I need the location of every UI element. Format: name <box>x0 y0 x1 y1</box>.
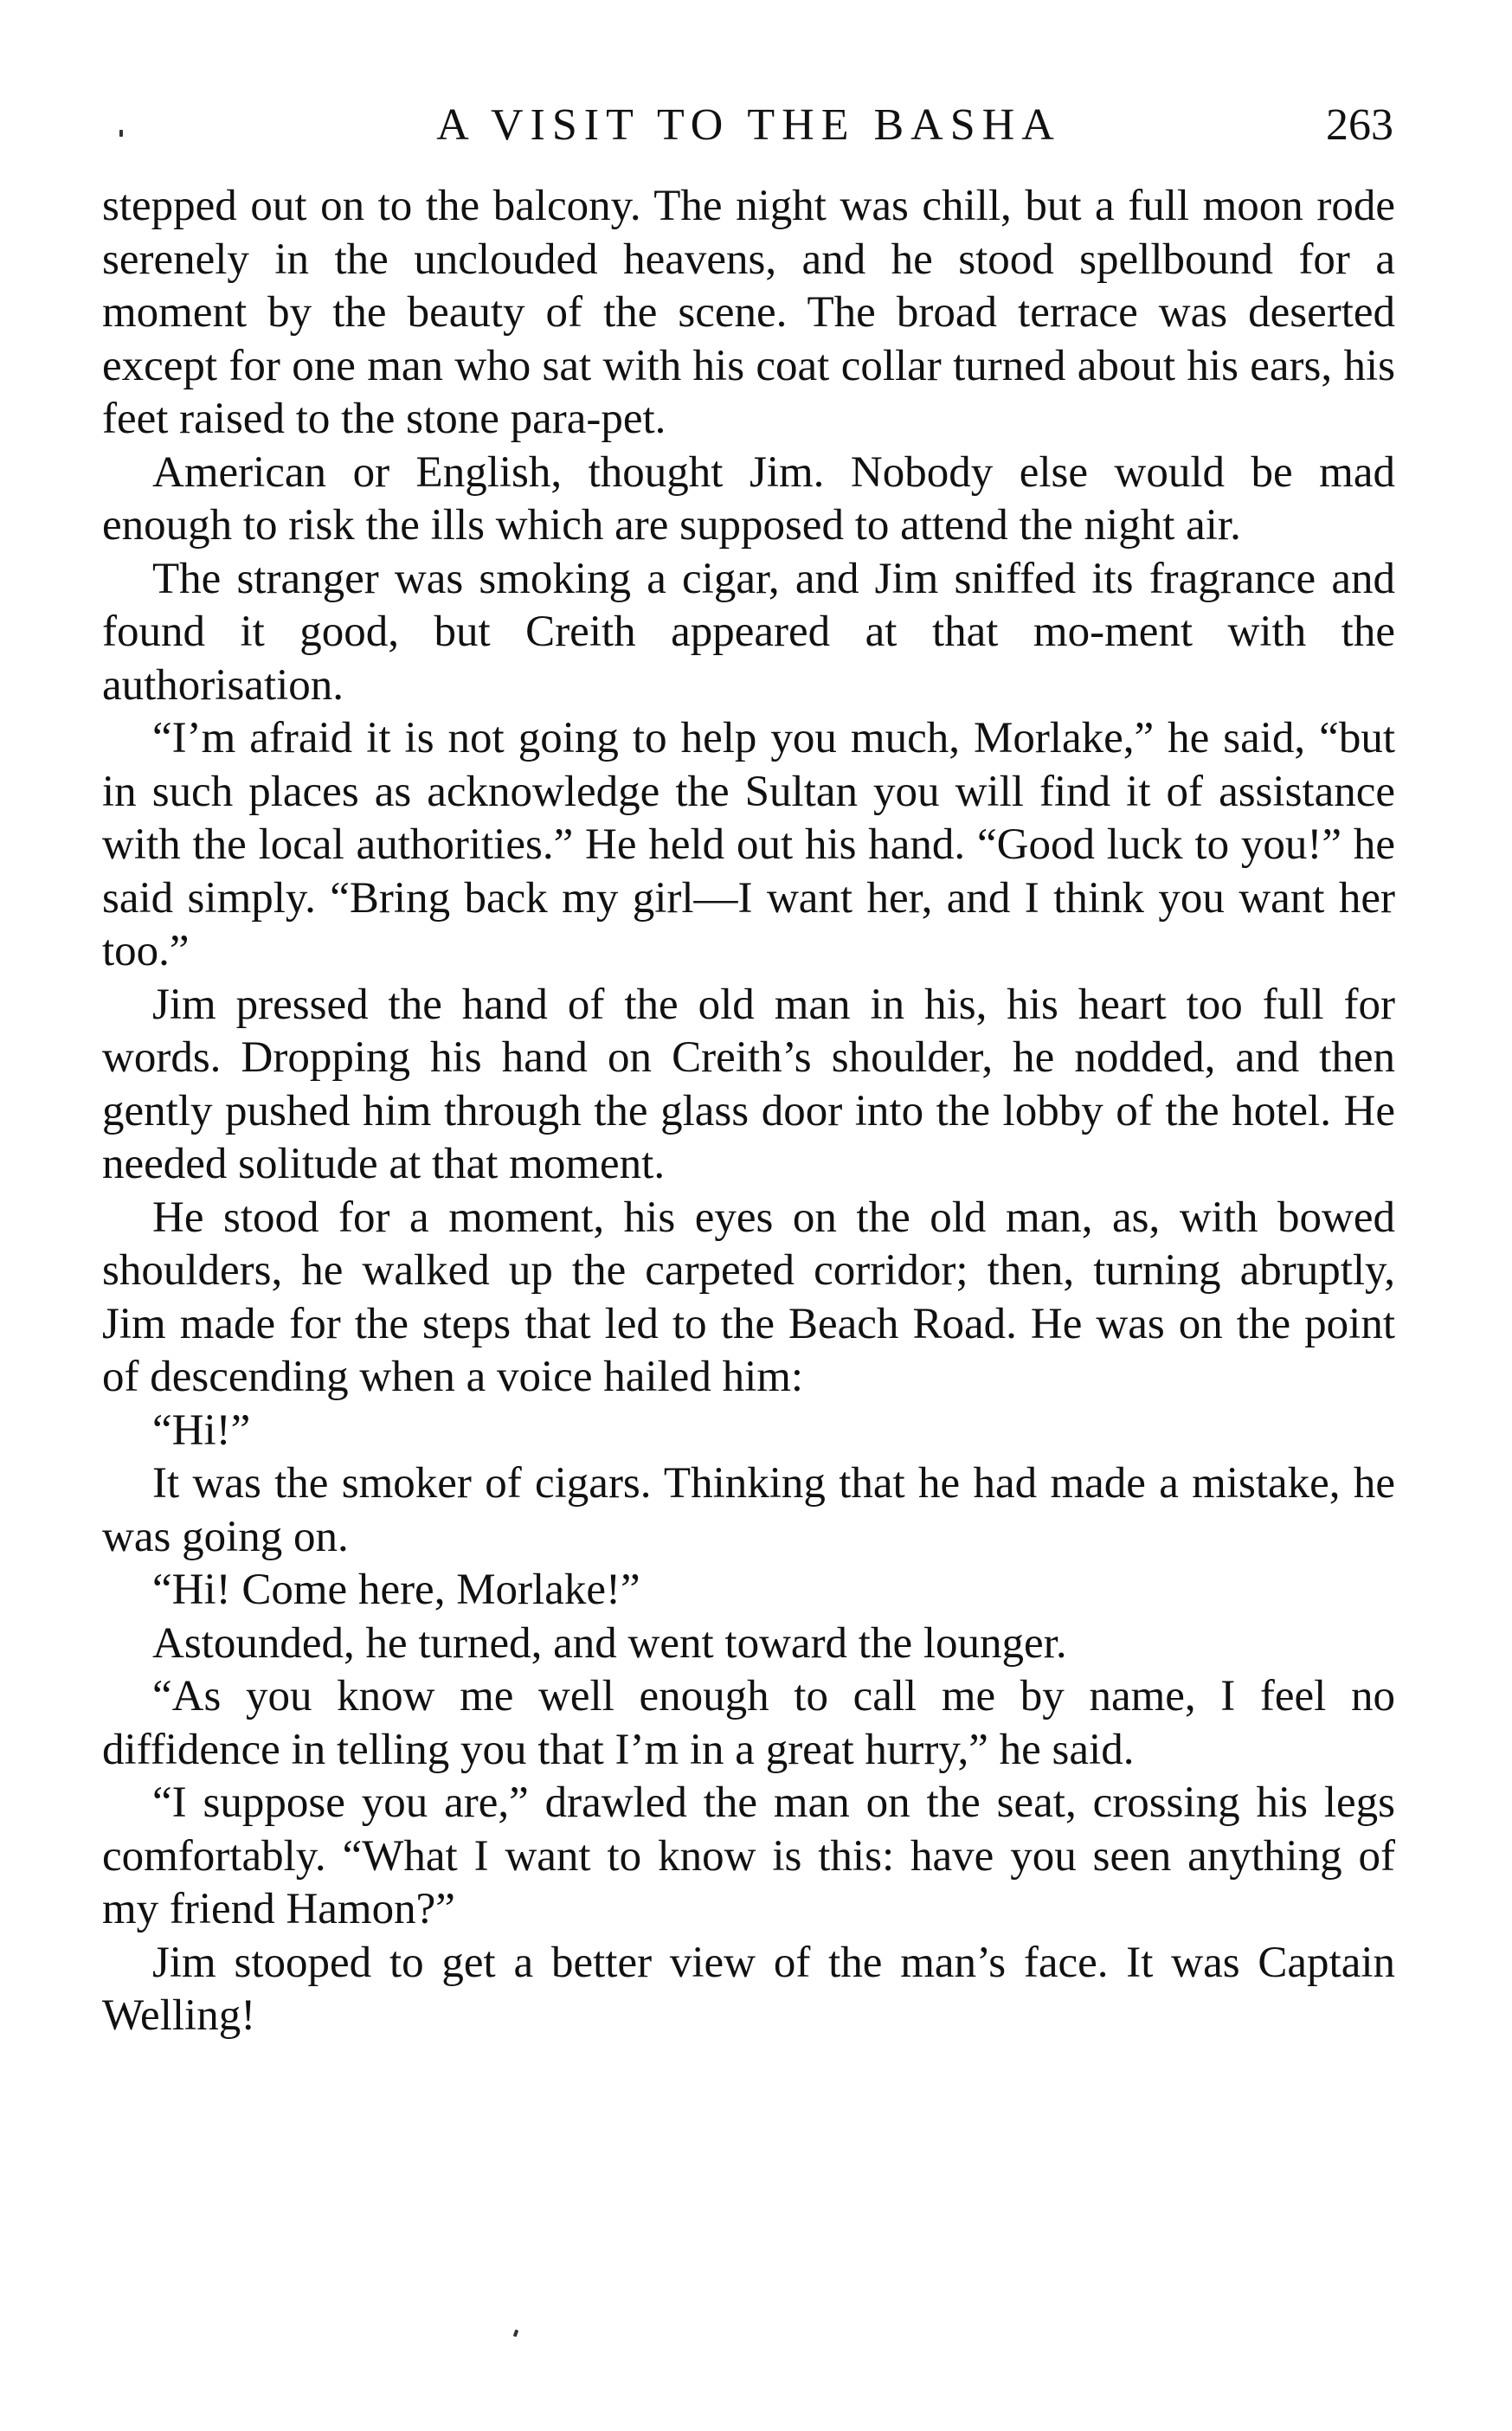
paragraph-7: “Hi!” <box>152 1405 251 1455</box>
paragraph-6: He stood for a moment, his eyes on the old man, as, with bowed shoulders, he walked up the carpeted corridor; then, turning abruptly, Jim made for the steps that led to the Beach Road. He was on the point of descending when a voice hailed him: <box>102 1193 1395 1401</box>
paragraph-2: American or English, thought Jim. Nobody else would be mad enough to risk the ills which are supposed to attend the night air. <box>102 447 1395 550</box>
paragraph-9: “Hi! Come here, Morlake!” <box>152 1566 640 1614</box>
paragraph-5: Jim pressed the hand of the old man in his, his heart too full for words. Dropping his hand on Creith’s shoulder, he nodded, and then gently pushed him through the glass door into the lobby of the hotel. He needed solitude at that moment. <box>102 980 1395 1188</box>
paragraph-12: “I suppose you are,” drawled the man on the seat, crossing his legs comfortably. “What I want to know is this: have you seen anything of my friend Hamon?” <box>102 1778 1395 1933</box>
footer-speck <box>513 2330 518 2338</box>
running-title: A VISIT TO THE BASHA <box>436 100 1061 150</box>
paragraph-1: stepped out on to the balcony. The night was chill, but a full moon rode serenely in the unclouded heavens, and he stood spellbound for a moment by the beauty of the scene. The broad terrace was deserted except for one man who sat with his coat collar turned about his ears, his feet raised to the stone para-pet. <box>102 182 1395 443</box>
paragraph-8: It was the smoker of cigars. Thinking that he had made a mistake, he was going on. <box>102 1459 1395 1561</box>
paragraph-10: Astounded, he turned, and went toward the lounger. <box>152 1618 1067 1668</box>
running-head <box>104 95 1393 156</box>
paragraph-13: Jim stooped to get a better view of the man’s face. It was Captain Welling! <box>102 1938 1395 2040</box>
body-text <box>102 180 1395 2043</box>
paragraph-3: The stranger was smoking a cigar, and Jim sniffed its fragrance and found it good, but Creith appeared at that mo-ment with the authorisation. <box>102 554 1395 710</box>
paragraph-4: “I’m afraid it is not going to help you much, Morlake,” he said, “but in such places as acknowledge the Sultan you will find it of assistance with the local authorities.” He held out his hand. “Good luck to you!” he said simply. “Bring back my girl—I want her, and I think you want her too.” <box>102 714 1395 975</box>
paragraph-11: “As you know me well enough to call me by name, I feel no diffidence in telling you that I’m in a great hurry,” he said. <box>102 1672 1395 1774</box>
page-number: 263 <box>1326 100 1393 150</box>
